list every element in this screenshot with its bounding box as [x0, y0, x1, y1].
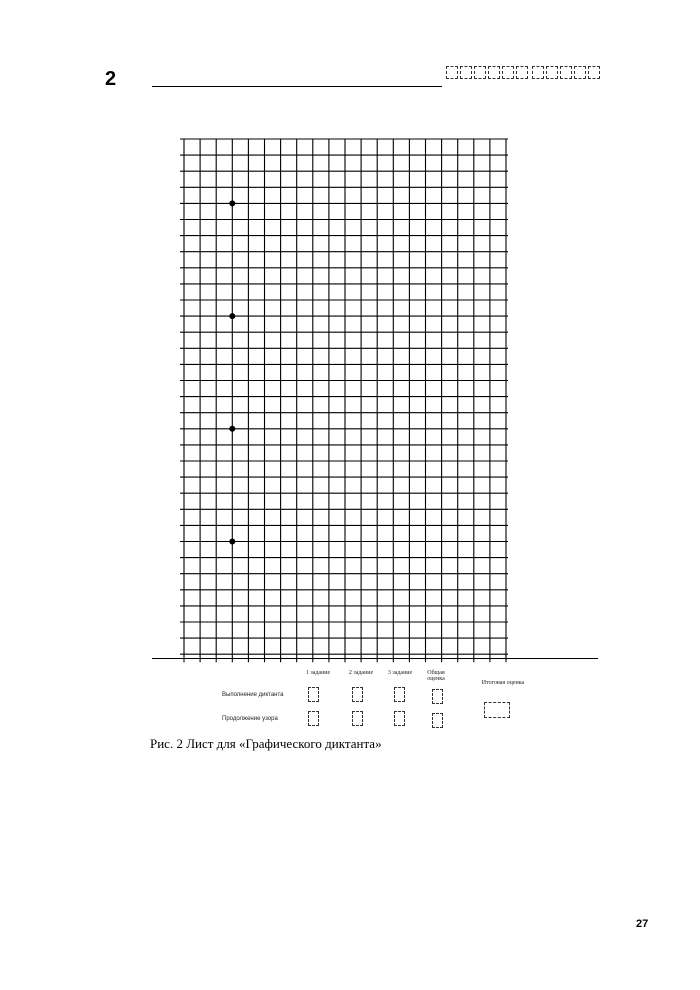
column-task-3: 3 задание	[387, 670, 413, 676]
score-box-dictation-task-1[interactable]	[308, 687, 319, 702]
start-dot	[229, 200, 235, 206]
row-label-pattern: Продолжение узора	[222, 716, 278, 722]
score-box-pattern-task-3[interactable]	[394, 711, 405, 726]
score-box-pattern-task-1[interactable]	[308, 711, 319, 726]
start-dot	[229, 426, 235, 432]
grid-lines	[180, 139, 508, 662]
evaluation-divider	[152, 658, 598, 659]
header-number: 2	[105, 68, 117, 90]
score-box-dictation-task-3[interactable]	[394, 687, 405, 702]
column-final: Итоговая оценка	[481, 680, 525, 686]
column-task-2: 2 задание	[348, 670, 374, 676]
score-box-dictation-task-2[interactable]	[352, 687, 363, 702]
score-box-pattern-total[interactable]	[432, 713, 443, 728]
column-total: Общая оценка	[427, 670, 445, 682]
column-task-1: 1 задание	[305, 670, 331, 676]
page-number: 27	[636, 918, 649, 930]
final-score-box[interactable]	[484, 702, 510, 718]
start-dot	[229, 539, 235, 545]
row-label-dictation: Выполнение диктанта	[222, 692, 284, 698]
score-box-dictation-total[interactable]	[432, 689, 443, 704]
figure-caption: Рис. 2 Лист для «Графического диктанта»	[150, 736, 382, 751]
score-box-pattern-task-2[interactable]	[352, 711, 363, 726]
start-dot	[229, 313, 235, 319]
